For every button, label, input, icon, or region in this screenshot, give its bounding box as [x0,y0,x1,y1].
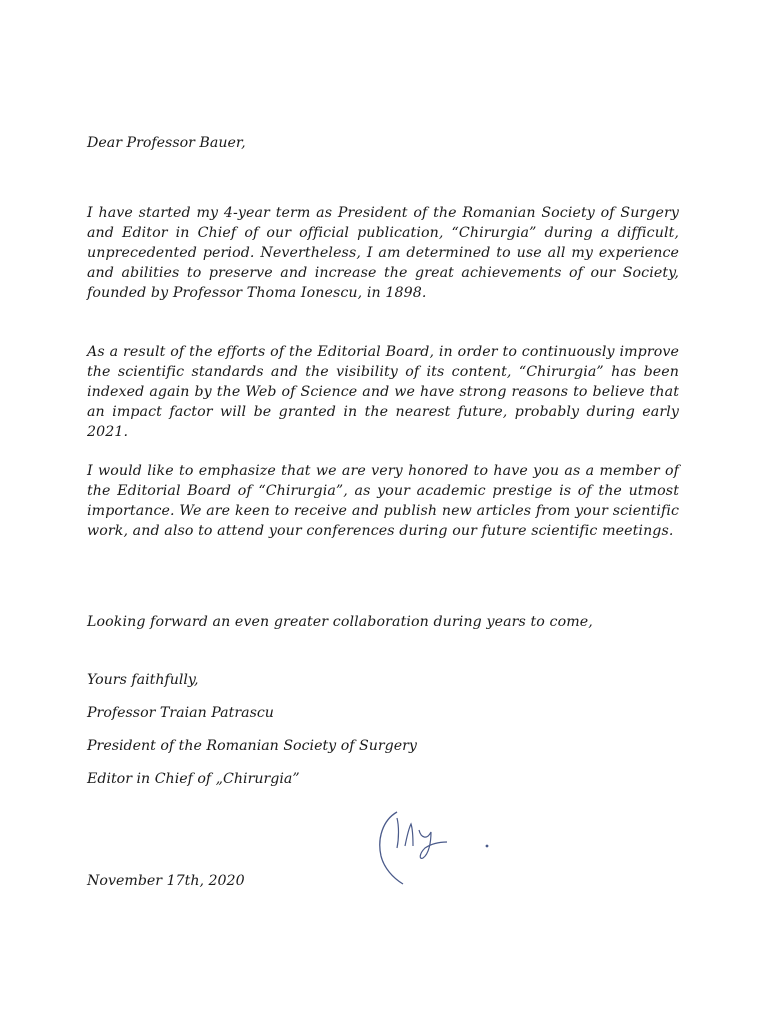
signer-title-editor: Editor in Chief of „Chirurgia” [87,771,300,787]
paragraph-indexing: As a result of the efforts of the Editorial Board, in order to continuously improve the scientific standards and the visibility of its content, “Chirurgia” has been indexed again by the Web of Science and we have strong reasons to believe that an impact factor will be granted in the nearest future, probably during early 2021. [87,344,679,440]
salutation: Dear Professor Bauer, [87,135,246,151]
signer-name: Professor Traian Patrascu [87,705,274,721]
closing-paragraph: Looking forward an even greater collaboration during years to come, [87,614,593,630]
paragraph-term: I have started my 4-year term as President of the Romanian Society of Surgery and Editor in Chief of our official publication, “Chirurgia” during a difficult, unprecedented period. Nevertheless, I am determined to use all my experience and abilities to preserve and increase the great achievements of our Society, founded by Professor Thoma Ionescu, in 1898. [87,205,679,301]
closing: Yours faithfully, [87,672,199,688]
letter-date: November 17th, 2020 [87,873,245,889]
handwritten-signature [375,808,505,888]
signer-title-president: President of the Romanian Society of Surgery [87,738,417,754]
paragraph-editorial-board: I would like to emphasize that we are very honored to have you as a member of the Editorial Board of “Chirurgia”, as your academic prestige is of the utmost importance. We are keen to receive and publish new articles from your scientific work, and also to attend your conferences during our future scientific meetings. [87,463,679,539]
